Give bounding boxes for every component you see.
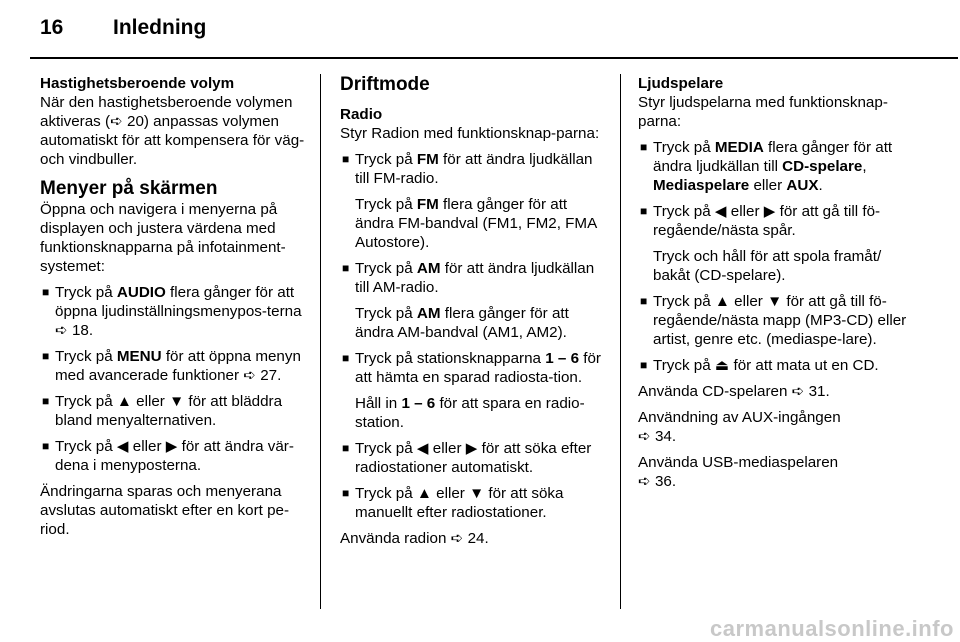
up-arrow-icon: ▲	[116, 393, 132, 410]
column-divider-2	[620, 74, 621, 609]
menus-heading: Menyer på skärmen	[40, 178, 218, 199]
left-arrow-icon: ◀	[116, 438, 129, 455]
page-number: 16	[40, 16, 64, 39]
list-item: ■ Tryck på MENU för att öppna menyn med avancerade funktioner ➪ 27.	[42, 348, 301, 384]
audio-players-heading: Ljudspelare	[638, 75, 724, 92]
left-arrow-icon: ◀	[416, 440, 429, 457]
list-item: ■ Tryck på ◀ eller ▶ för att gå till fö-regående/nästa spår. Tryck och håll för att spola framåt/ bakåt (CD-spelare).	[640, 203, 882, 284]
reference-arrow-icon: ➪	[110, 113, 123, 130]
menus-intro: Öppna och navigera i menyerna på displayen och justera värdena med funktionsknapparna på infotainment-systemet:	[40, 201, 286, 275]
reference-arrow-icon: ➪	[638, 428, 651, 445]
down-arrow-icon: ▼	[169, 393, 185, 410]
radio-heading: Radio	[340, 106, 383, 123]
list-item: ■ Tryck på stationsknapparna 1 – 6 för att hämta en sparad radiosta-tion. Håll in 1 – 6 för att spara en radio-station.	[342, 350, 601, 431]
list-item: ■ Tryck på ▲ eller ▼ för att söka manuellt efter radiostationer.	[342, 485, 564, 521]
media-button-label: MEDIA	[714, 139, 764, 156]
reference-arrow-icon: ➪	[450, 530, 464, 547]
list-item: ■ Tryck på ▲ eller ▼ för att bläddra bland menyalternativen.	[42, 393, 283, 429]
down-arrow-icon: ▼	[469, 485, 485, 502]
menus-outro: Ändringarna sparas och menyerana avslutas automatiskt efter en kort pe-riod.	[40, 483, 290, 538]
list-item: ■ Tryck på FM för att ändra ljudkällan till FM-radio. Tryck på FM flera gånger för att ändra FM-bandval (FM1, FM2, FMA Autostore).	[342, 151, 597, 251]
operation-mode-heading: Driftmode	[340, 74, 430, 95]
menu-button-label: MENU	[116, 348, 162, 365]
list-item: ■ Tryck på AUDIO flera gånger för att öppna ljudinställningsmenypos-terna ➪ 18.	[42, 284, 302, 339]
right-arrow-icon: ▶	[165, 438, 178, 455]
column-1	[40, 74, 308, 539]
radio-intro: Styr Radion med funktionsknap-parna:	[340, 125, 600, 142]
audio-button-label: AUDIO	[116, 284, 166, 301]
watermark-text: carmanualsonline.info	[710, 616, 954, 641]
left-arrow-icon: ◀	[714, 203, 727, 220]
speed-volume-heading: Hastighetsberoende volym	[40, 75, 235, 92]
column-3	[638, 74, 908, 491]
list-item: ■ Tryck på ◀ eller ▶ för att ändra vär-dena i menyposterna.	[42, 438, 294, 474]
header-rule	[30, 57, 958, 59]
usb-player-link-text: Använda USB-mediaspelaren ➪ 36.	[638, 454, 839, 490]
right-arrow-icon: ▶	[465, 440, 478, 457]
up-arrow-icon: ▲	[416, 485, 432, 502]
station-buttons-label: 1 – 6	[545, 350, 580, 367]
column-divider-1	[320, 74, 321, 609]
reference-arrow-icon: ➪	[55, 322, 68, 339]
am-button-label: AM	[416, 260, 441, 277]
reference-arrow-icon: ➪	[791, 383, 805, 400]
fm-button-label: FM	[416, 151, 439, 168]
radio-outro: Använda radion ➪ 24.	[340, 530, 489, 547]
list-item: ■ Tryck på ⏏ för att mata ut en CD.	[640, 357, 879, 374]
column-2	[340, 74, 608, 548]
page-title: Inledning	[113, 16, 207, 39]
right-arrow-icon: ▶	[763, 203, 776, 220]
reference-arrow-icon: ➪	[638, 473, 651, 490]
cd-player-link-text: Använda CD-spelaren ➪ 31.	[638, 383, 830, 400]
list-item: ■ Tryck på ▲ eller ▼ för att gå till fö-regående/nästa mapp (MP3-CD) eller artist, genre etc. (mediaspe-lare).	[640, 293, 907, 348]
aux-input-link-text: Användning av AUX-ingången ➪ 34.	[638, 409, 841, 445]
eject-icon: ⏏	[714, 357, 730, 374]
up-arrow-icon: ▲	[714, 293, 730, 310]
list-item: ■ Tryck på MEDIA flera gånger för att ändra ljudkällan till CD-spelare, Mediaspelare eller AUX.	[640, 139, 893, 194]
page-header	[0, 0, 960, 60]
reference-arrow-icon: ➪	[243, 367, 257, 384]
list-item: ■ Tryck på AM för att ändra ljudkällan till AM-radio. Tryck på AM flera gånger för att ändra AM-bandval (AM1, AM2).	[342, 260, 595, 341]
page-footer	[0, 616, 960, 642]
audio-players-intro: Styr ljudspelarna med funktionsknap-parna:	[638, 94, 888, 130]
speed-volume-text: När den hastighetsberoende volymen aktiveras (➪ 20) anpassas volymen automatiskt för att kompensera för väg- och vindbuller.	[40, 94, 305, 168]
down-arrow-icon: ▼	[767, 293, 783, 310]
list-item: ■ Tryck på ◀ eller ▶ för att söka efter radiostationer automatiskt.	[342, 440, 592, 476]
